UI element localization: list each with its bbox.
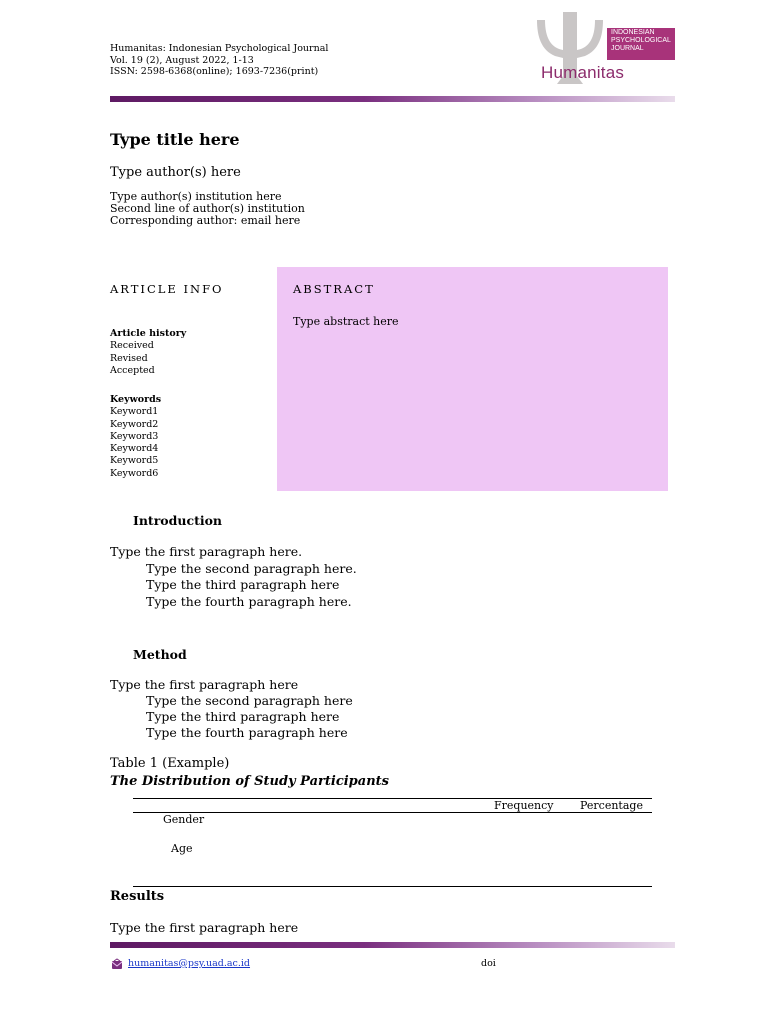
table-caption bbox=[110, 755, 389, 791]
paragraph: Type the fourth paragraph here bbox=[146, 725, 348, 740]
table-header-frequency: Frequency bbox=[494, 799, 554, 812]
table-bottom-rule bbox=[133, 886, 652, 887]
paragraph: Type the first paragraph here bbox=[110, 677, 299, 692]
abstract-text: Type abstract here bbox=[293, 315, 399, 328]
table-label: Table 1 (Example) bbox=[110, 756, 230, 771]
logo-band-line: JOURNAL bbox=[611, 45, 644, 52]
keyword-item: Keyword2 bbox=[110, 418, 159, 430]
institution-line: Second line of author(s) institution bbox=[110, 202, 305, 215]
abstract-box bbox=[277, 267, 668, 491]
institution-line: Corresponding author: email here bbox=[110, 214, 301, 227]
history-item: Accepted bbox=[110, 364, 155, 376]
issn-info: ISSN: 2598-6368(online); 1693-7236(print) bbox=[110, 66, 319, 77]
introduction-body bbox=[110, 544, 357, 610]
introduction-heading: Introduction bbox=[133, 513, 223, 528]
keywords-list bbox=[110, 394, 161, 480]
journal-header bbox=[110, 43, 328, 78]
footer-doi: doi bbox=[481, 958, 496, 969]
paragraph: Type the third paragraph here bbox=[146, 709, 340, 724]
volume-info: Vol. 19 (2), August 2022, 1-13 bbox=[110, 54, 254, 66]
journal-logo bbox=[533, 12, 675, 90]
table-header-rule bbox=[133, 812, 652, 813]
institution-line: Type author(s) institution here bbox=[110, 190, 282, 203]
article-title: Type title here bbox=[110, 130, 240, 149]
method-heading: Method bbox=[133, 647, 187, 662]
table-row-age: Age bbox=[171, 842, 193, 855]
table-title-text: The Distribution of Study Participants bbox=[110, 774, 389, 789]
paragraph: Type the fourth paragraph here. bbox=[146, 593, 352, 609]
history-heading: Article history bbox=[110, 328, 187, 339]
article-authors: Type author(s) here bbox=[110, 165, 241, 180]
footer-email-link[interactable]: humanitas@psy.uad.ac.id bbox=[128, 958, 251, 969]
table-row-gender: Gender bbox=[163, 813, 205, 826]
keyword-item: Keyword1 bbox=[110, 406, 159, 418]
table-top-rule bbox=[133, 798, 652, 799]
journal-name: Humanitas: Indonesian Psychological Journal bbox=[110, 43, 329, 54]
abstract-heading: ABSTRACT bbox=[293, 282, 375, 296]
method-body bbox=[110, 677, 353, 741]
history-item: Received bbox=[110, 340, 154, 352]
logo-band-line: INDONESIAN bbox=[611, 29, 655, 36]
results-heading: Results bbox=[110, 889, 165, 904]
paragraph: Type the third paragraph here bbox=[146, 577, 340, 592]
header-divider bbox=[110, 96, 675, 102]
author-institution bbox=[110, 191, 305, 227]
paragraph: Type the second paragraph here bbox=[146, 693, 353, 708]
history-item: Revised bbox=[110, 352, 148, 364]
footer-divider bbox=[110, 942, 675, 948]
table-header-percentage: Percentage bbox=[580, 799, 643, 812]
logo-name: Humanitas bbox=[541, 63, 625, 82]
paragraph: Type the first paragraph here. bbox=[110, 544, 303, 559]
logo-band-line: PSYCHOLOGICAL bbox=[611, 37, 671, 44]
paragraph: Type the second paragraph here. bbox=[146, 560, 357, 576]
article-history bbox=[110, 328, 186, 377]
article-info-heading: ARTICLE INFO bbox=[110, 282, 224, 296]
keyword-item: Keyword4 bbox=[110, 443, 159, 455]
keyword-item: Keyword3 bbox=[110, 430, 159, 442]
mail-icon bbox=[111, 958, 123, 970]
keywords-heading: Keywords bbox=[110, 394, 162, 405]
paragraph: Type the first paragraph here bbox=[110, 920, 299, 935]
keyword-item: Keyword5 bbox=[110, 455, 159, 467]
results-body bbox=[110, 920, 298, 937]
table-title bbox=[110, 773, 389, 791]
logo-band bbox=[607, 28, 675, 60]
keyword-item: Keyword6 bbox=[110, 467, 159, 479]
